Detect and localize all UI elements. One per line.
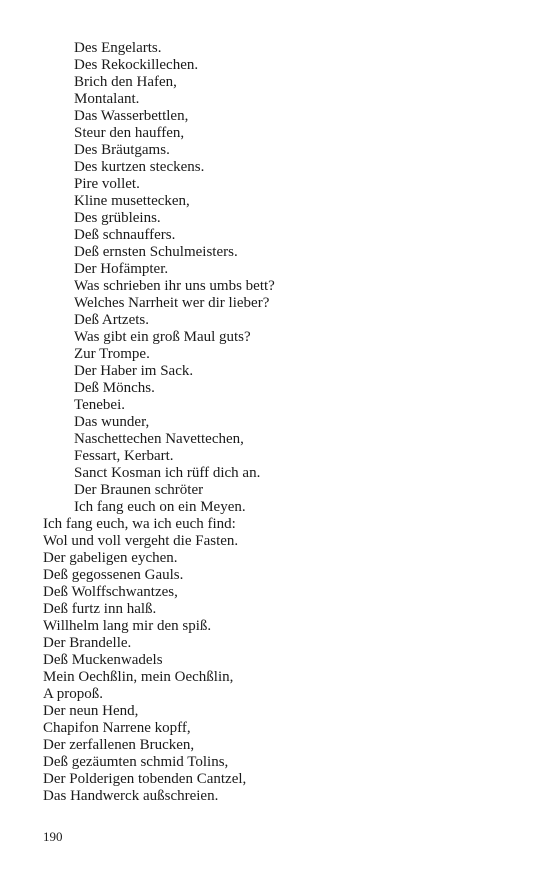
verse-line: Zur Trompe. [74,346,150,362]
verse-line: Deß ernsten Schulmeisters. [74,244,238,260]
verse-line: Sanct Kosman ich rüff dich an. [74,465,261,481]
verse-line: Der gabeligen eychen. [43,550,178,566]
verse-line: Des Bräutgams. [74,142,170,158]
verse-line: Des grübleins. [74,210,161,226]
verse-line: Der zerfallenen Brucken, [43,737,195,753]
verse-line: Fessart, Kerbart. [74,448,174,464]
page-number: 190 [43,829,63,844]
verse-line: Ich fang euch on ein Meyen. [74,499,246,515]
verse-line: Naschettechen Navettechen, [74,431,244,447]
verse-line: Wol und voll vergeht die Fasten. [43,533,239,549]
verse-line: Ich fang euch, wa ich euch find: [43,516,236,532]
verse-line: Der Braunen schröter [74,482,204,498]
verse-line: Des Engelarts. [74,40,162,56]
verse-line: Brich den Hafen, [74,74,177,90]
verse-line: Was gibt ein groß Maul guts? [74,329,251,345]
verse-line: Chapifon Narrene kopff, [43,720,191,736]
verse-line: A propoß. [43,686,103,702]
verse-line: Deß Mönchs. [74,380,155,396]
verse-line: Deß schnauffers. [74,227,176,243]
verse-line: Der Polderigen tobenden Cantzel, [43,771,247,787]
verse-line: Deß gezäumten schmid Tolins, [43,754,229,770]
verse-list [43,40,523,805]
verse-line: Deß furtz inn halß. [43,601,157,617]
verse-line: Montalant. [74,91,140,107]
verse-line: Das Wasserbettlen, [74,108,189,124]
verse-line: Was schrieben ihr uns umbs bett? [74,278,275,294]
verse-line: Deß Wolffschwantzes, [43,584,178,600]
verse-line: Des Rekockillechen. [74,57,199,73]
verse-line: Das Handwerck außschreien. [43,788,219,804]
verse-line: Der neun Hend, [43,703,139,719]
verse-line: Deß Artzets. [74,312,149,328]
verse-line: Tenebei. [74,397,126,413]
verse-line: Kline musettecken, [74,193,190,209]
verse-line: Des kurtzen steckens. [74,159,205,175]
verse-line: Deß gegossenen Gauls. [43,567,184,583]
verse-line: Deß Muckenwadels [43,652,163,668]
verse-line: Pire vollet. [74,176,140,192]
verse-line: Welches Narrheit wer dir lieber? [74,295,270,311]
verse-line: Steur den hauffen, [74,125,185,141]
verse-line: Der Haber im Sack. [74,363,194,379]
verse-line: Der Brandelle. [43,635,132,651]
verse-line: Das wunder, [74,414,150,430]
verse-line: Der Hofämpter. [74,261,169,277]
verse-line: Willhelm lang mir den spiß. [43,618,212,634]
verse-line: Mein Oechßlin, mein Oechßlin, [43,669,234,685]
